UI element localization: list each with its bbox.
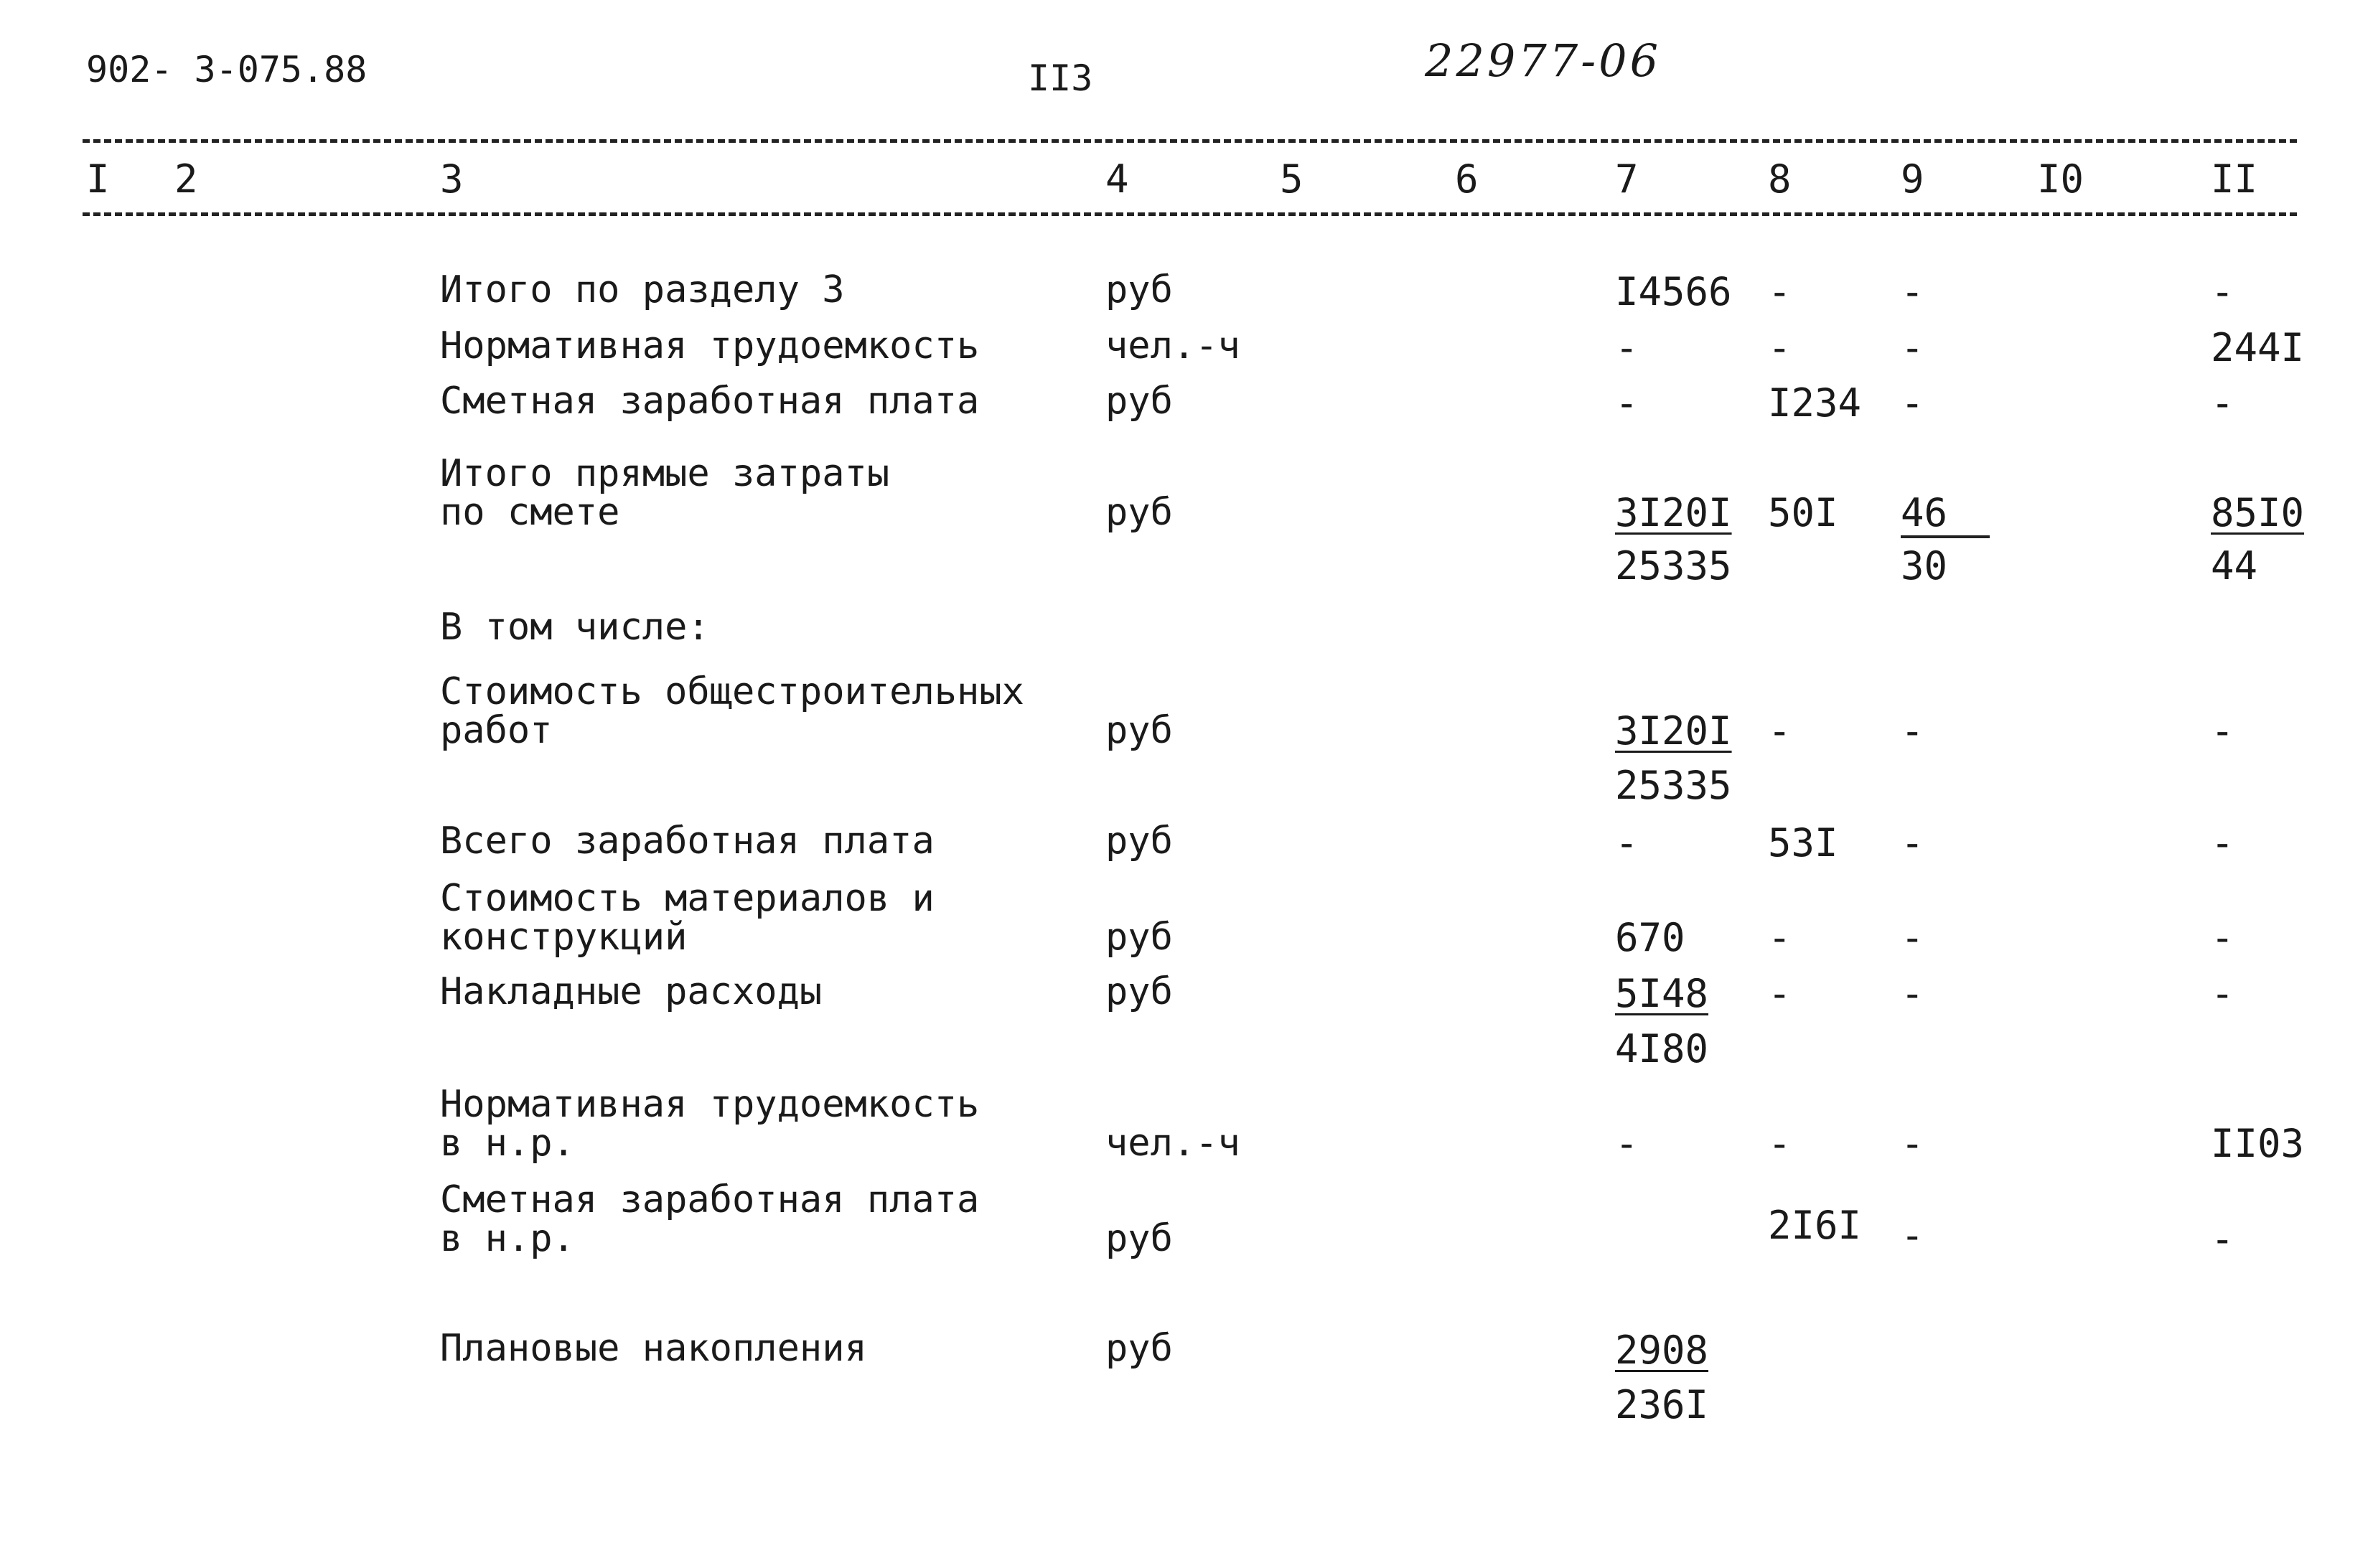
row-col8-value: 2I6I (1768, 1203, 1862, 1248)
row-col11-value: 85I0 (2211, 490, 2305, 535)
row-col8-value: - (1768, 1121, 1792, 1166)
row-col7-value: 3I20I (1615, 490, 1732, 535)
row-col9-value: - (1901, 1213, 1924, 1258)
row-col8-value: 53I (1768, 820, 1838, 865)
row-label-continuation: по смете (440, 491, 620, 534)
column-header-3: 3 (440, 156, 464, 202)
row-col9-value: - (1901, 1121, 1924, 1166)
row-unit: руб (1105, 916, 1173, 959)
row-label: Нормативная трудоемкость (440, 324, 980, 367)
row-col7-value: - (1615, 380, 1639, 426)
row-col8-value: - (1768, 971, 1792, 1016)
row-col8-value: - (1768, 915, 1792, 960)
column-header-6: 6 (1455, 156, 1479, 202)
header-bottom-rule (83, 212, 2297, 216)
row-label: Плановые накопления (440, 1327, 867, 1370)
row-col9-fraction-bar (1901, 535, 1990, 538)
row-col11-value: - (2211, 380, 2234, 426)
row-col7-value: I4566 (1615, 269, 1732, 314)
row-unit: руб (1105, 709, 1173, 752)
row-col8-value: - (1768, 708, 1792, 754)
row-unit: чел.-ч (1105, 1122, 1240, 1165)
row-label-continuation: в н.р. (440, 1122, 575, 1165)
row-col8-value: 50I (1768, 490, 1838, 535)
row-label-continuation: работ (440, 709, 553, 752)
row-label: Всего заработная плата (440, 820, 935, 863)
column-header-4: 4 (1105, 156, 1129, 202)
row-unit: руб (1105, 970, 1173, 1013)
row-unit: руб (1105, 380, 1173, 423)
column-header-1: I (86, 156, 110, 202)
row-col7-value: - (1615, 820, 1639, 865)
row-label-continuation: конструкций (440, 916, 688, 959)
row-col7-subvalue: 25335 (1615, 763, 1732, 808)
row-col7-value: - (1615, 325, 1639, 370)
row-col9-value: 46 (1901, 490, 1948, 535)
row-col11-value: - (2211, 971, 2234, 1016)
row-col9-value: - (1901, 820, 1924, 865)
row-col7-value: 670 (1615, 915, 1685, 960)
column-header-9: 9 (1901, 156, 1924, 202)
row-col7-value: - (1615, 1121, 1639, 1166)
row-unit: руб (1105, 1327, 1173, 1370)
row-unit: руб (1105, 820, 1173, 863)
column-header-7: 7 (1615, 156, 1639, 202)
row-col8-value: - (1768, 325, 1792, 370)
row-unit: чел.-ч (1105, 324, 1240, 367)
header-top-rule (83, 139, 2297, 143)
row-col7-value: 3I20I (1615, 708, 1732, 754)
row-col11-value: - (2211, 915, 2234, 960)
handwritten-number: 22977-06 (1425, 34, 1662, 87)
row-col7-subvalue: 25335 (1615, 543, 1732, 588)
column-header-5: 5 (1280, 156, 1303, 202)
column-header-11: II (2211, 156, 2258, 202)
row-col11-value: - (2211, 820, 2234, 865)
row-unit: руб (1105, 268, 1173, 311)
row-col9-value: - (1901, 915, 1924, 960)
row-col8-value: I234 (1768, 380, 1862, 426)
row-label: Стоимость общестроительных (440, 670, 1024, 713)
row-col9-value: - (1901, 269, 1924, 314)
row-label-continuation: в н.р. (440, 1217, 575, 1260)
row-col9-value: - (1901, 708, 1924, 754)
section-label: В том числе: (440, 606, 710, 649)
row-label: Сметная заработная плата (440, 380, 980, 423)
row-col9-value: - (1901, 380, 1924, 426)
row-col9-value: - (1901, 971, 1924, 1016)
row-col11-value: - (2211, 708, 2234, 754)
row-col7-value: 5I48 (1615, 971, 1709, 1016)
row-col7-value: 2908 (1615, 1328, 1709, 1373)
row-col11-value: 244I (2211, 325, 2305, 370)
row-unit: руб (1105, 1217, 1173, 1260)
row-col11-value: - (2211, 269, 2234, 314)
row-col7-subvalue: 4I80 (1615, 1026, 1709, 1071)
page-number: II3 (1028, 57, 1093, 99)
column-header-10: I0 (2037, 156, 2084, 202)
row-col9-value: - (1901, 325, 1924, 370)
column-header-2: 2 (174, 156, 198, 202)
row-label: Сметная заработная плата (440, 1178, 980, 1221)
document-code: 902- 3-075.88 (86, 49, 368, 90)
row-label: Нормативная трудоемкость (440, 1083, 980, 1126)
row-label: Стоимость материалов и (440, 877, 935, 920)
row-col9-subvalue: 30 (1901, 543, 1948, 588)
row-label: Итого по разделу 3 (440, 268, 845, 311)
row-col8-value: - (1768, 269, 1792, 314)
row-col7-subvalue: 236I (1615, 1382, 1709, 1427)
row-col11-subvalue: 44 (2211, 543, 2258, 588)
row-col11-value: II03 (2211, 1121, 2305, 1166)
row-col11-value: - (2211, 1216, 2234, 1262)
column-header-8: 8 (1768, 156, 1792, 202)
row-label: Итого прямые затраты (440, 452, 890, 495)
row-label: Накладные расходы (440, 970, 823, 1013)
row-unit: руб (1105, 491, 1173, 534)
